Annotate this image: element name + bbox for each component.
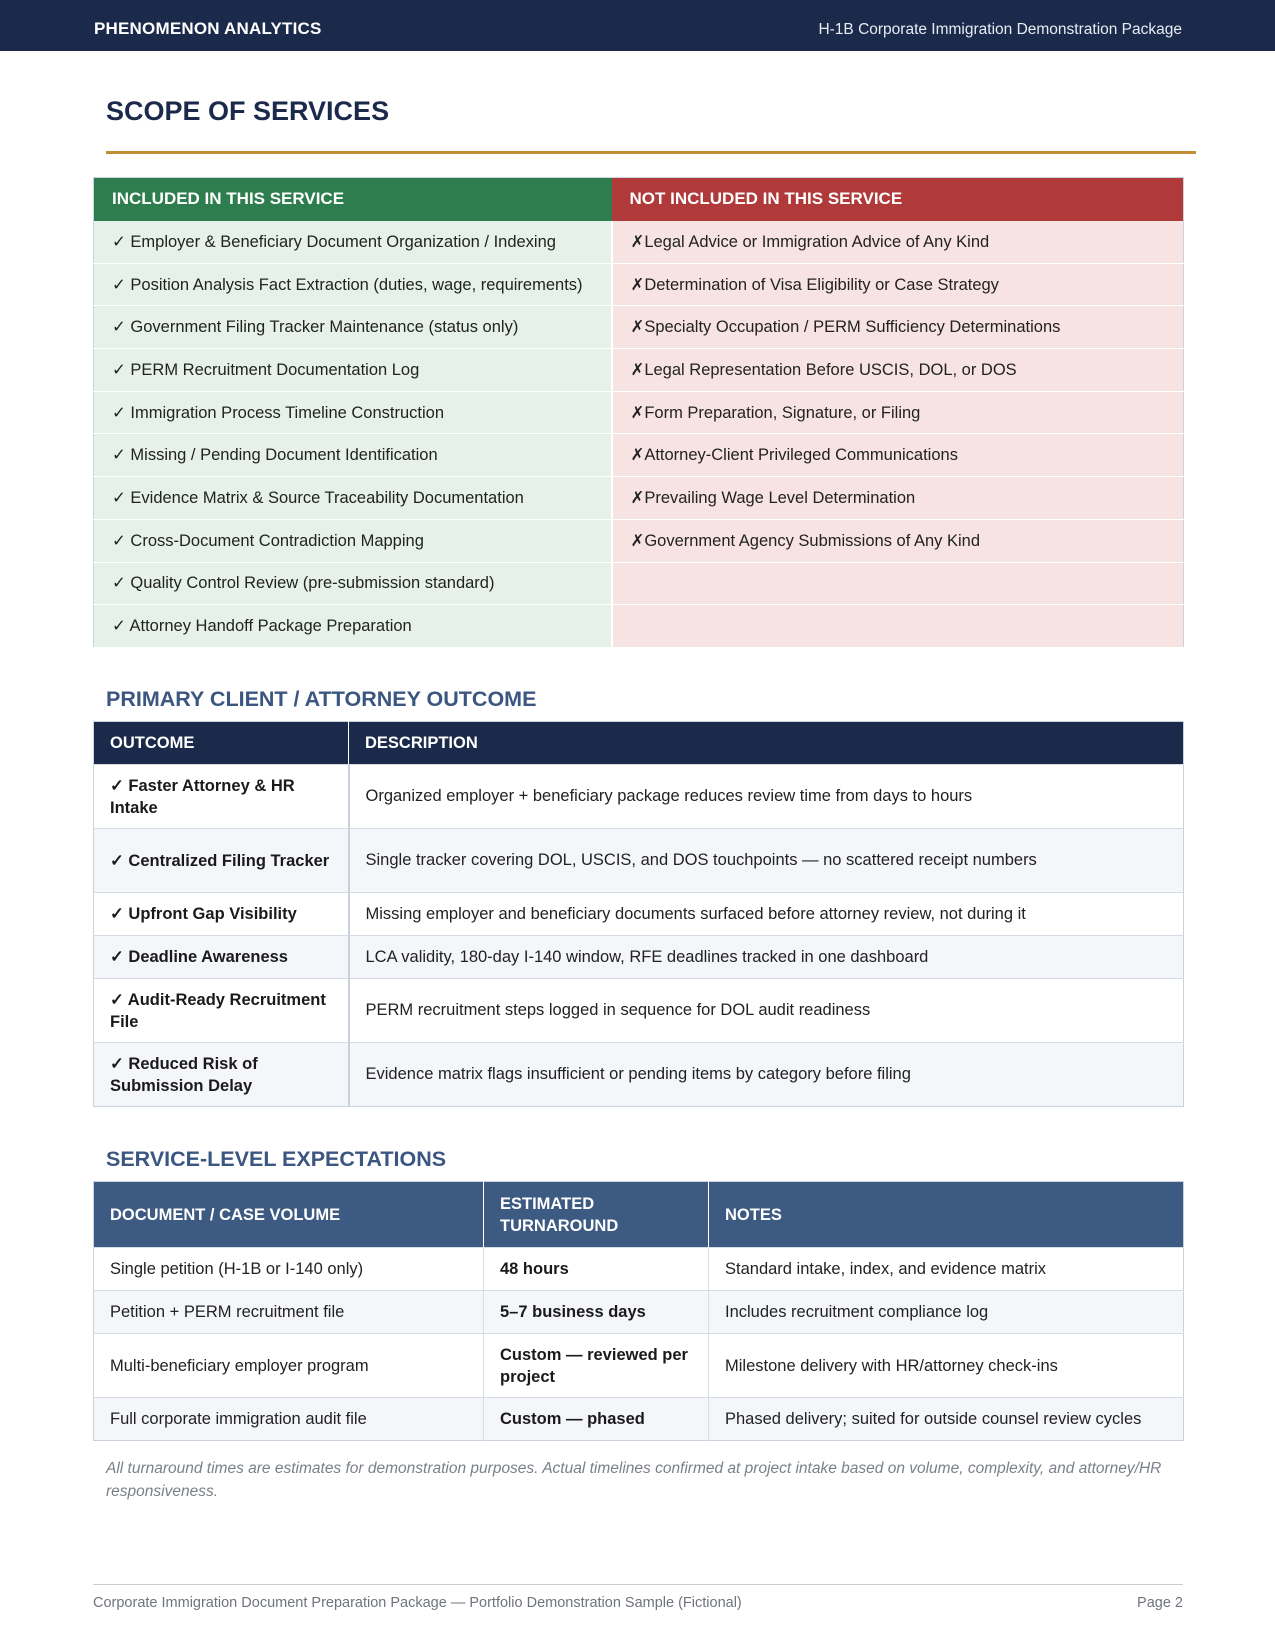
table-row [94,306,1184,349]
excluded-item: ✗Specialty Occupation / PERM Sufficiency Determinations [612,306,1184,349]
excluded-item: ✗Legal Representation Before USCIS, DOL, or DOS [612,349,1184,392]
table-row [94,1291,1184,1334]
description-cell: Organized employer + beneficiary package reduces review time from days to hours [349,765,1184,829]
outcome-cell: ✓ Centralized Filing Tracker [94,829,349,893]
table-row [94,263,1184,306]
sla-heading: SERVICE-LEVEL EXPECTATIONS [106,1147,447,1171]
volume-cell: Full corporate immigration audit file [94,1398,484,1441]
description-cell: Single tracker covering DOL, USCIS, and DOS touchpoints — no scattered receipt numbers [349,829,1184,893]
description-cell: Missing employer and beneficiary documents surfaced before attorney review, not during it [349,893,1184,936]
included-item: ✓ Quality Control Review (pre-submission standard) [94,562,612,605]
footer-divider [93,1584,1183,1585]
included-item: ✓ Immigration Process Timeline Construction [94,391,612,434]
included-item: ✓ Cross-Document Contradiction Mapping [94,519,612,562]
package-name: H-1B Corporate Immigration Demonstration Package [818,21,1182,38]
table-row [94,221,1184,264]
scope-table [93,177,1184,648]
table-row [94,1334,1184,1398]
included-item: ✓ PERM Recruitment Documentation Log [94,349,612,392]
table-row [94,391,1184,434]
excluded-header: NOT INCLUDED IN THIS SERVICE [612,178,1184,221]
notes-cell: Phased delivery; suited for outside counsel review cycles [709,1398,1184,1441]
excluded-item: ✗Prevailing Wage Level Determination [612,477,1184,520]
volume-cell: Multi-beneficiary employer program [94,1334,484,1398]
table-row [94,765,1184,829]
footer-caption: Corporate Immigration Document Preparation Package — Portfolio Demonstration Sample (Fictional) [93,1595,742,1611]
turnaround-cell: 48 hours [484,1248,709,1291]
excluded-item: ✗Attorney-Client Privileged Communications [612,434,1184,477]
table-row [94,979,1184,1043]
volume-cell: Single petition (H-1B or I-140 only) [94,1248,484,1291]
title-divider [106,151,1196,154]
included-item: ✓ Evidence Matrix & Source Traceability Documentation [94,477,612,520]
table-row [94,477,1184,520]
excluded-item [612,605,1184,648]
excluded-item [612,562,1184,605]
turnaround-col-header: ESTIMATED TURNAROUND [484,1182,709,1248]
turnaround-cell: Custom — reviewed per project [484,1334,709,1398]
table-row [94,1043,1184,1107]
table-row [94,519,1184,562]
included-item: ✓ Employer & Beneficiary Document Organization / Indexing [94,221,612,264]
outcome-cell: ✓ Upfront Gap Visibility [94,893,349,936]
notes-cell: Milestone delivery with HR/attorney check-ins [709,1334,1184,1398]
sla-table [93,1181,1184,1441]
turnaround-disclaimer: All turnaround times are estimates for demonstration purposes. Actual timelines confirmed at project intake based on volume, complexity, and attorney/HR responsiveness. [106,1460,1162,1500]
excluded-item: ✗Legal Advice or Immigration Advice of Any Kind [612,221,1184,264]
table-row [94,829,1184,893]
volume-cell: Petition + PERM recruitment file [94,1291,484,1334]
table-row [94,349,1184,392]
table-row [94,1248,1184,1291]
header-bar [0,0,1275,51]
table-row [94,562,1184,605]
page-title: SCOPE OF SERVICES [106,96,390,126]
notes-cell: Standard intake, index, and evidence matrix [709,1248,1184,1291]
included-item: ✓ Attorney Handoff Package Preparation [94,605,612,648]
turnaround-cell: Custom — phased [484,1398,709,1441]
table-row [94,936,1184,979]
included-header: INCLUDED IN THIS SERVICE [94,178,612,221]
turnaround-cell: 5–7 business days [484,1291,709,1334]
included-item: ✓ Government Filing Tracker Maintenance (status only) [94,306,612,349]
page-number: Page 2 [1137,1595,1183,1611]
table-row [94,434,1184,477]
excluded-item: ✗Form Preparation, Signature, or Filing [612,391,1184,434]
table-row [94,1398,1184,1441]
included-item: ✓ Position Analysis Fact Extraction (duties, wage, requirements) [94,263,612,306]
outcome-table [93,721,1184,1107]
description-cell: PERM recruitment steps logged in sequence for DOL audit readiness [349,979,1184,1043]
outcome-heading: PRIMARY CLIENT / ATTORNEY OUTCOME [106,687,537,711]
excluded-item: ✗Determination of Visa Eligibility or Case Strategy [612,263,1184,306]
outcome-cell: ✓ Reduced Risk of Submission Delay [94,1043,349,1107]
outcome-col-header: OUTCOME [94,722,349,765]
description-cell: Evidence matrix flags insufficient or pending items by category before filing [349,1043,1184,1107]
notes-cell: Includes recruitment compliance log [709,1291,1184,1334]
description-cell: LCA validity, 180-day I-140 window, RFE deadlines tracked in one dashboard [349,936,1184,979]
table-row [94,605,1184,648]
brand-name: PHENOMENON ANALYTICS [94,19,322,38]
description-col-header: DESCRIPTION [349,722,1184,765]
excluded-item: ✗Government Agency Submissions of Any Kind [612,519,1184,562]
outcome-cell: ✓ Deadline Awareness [94,936,349,979]
outcome-cell: ✓ Faster Attorney & HR Intake [94,765,349,829]
table-row [94,893,1184,936]
notes-col-header: NOTES [709,1182,1184,1248]
outcome-cell: ✓ Audit-Ready Recruitment File [94,979,349,1043]
included-item: ✓ Missing / Pending Document Identification [94,434,612,477]
volume-col-header: DOCUMENT / CASE VOLUME [94,1182,484,1248]
